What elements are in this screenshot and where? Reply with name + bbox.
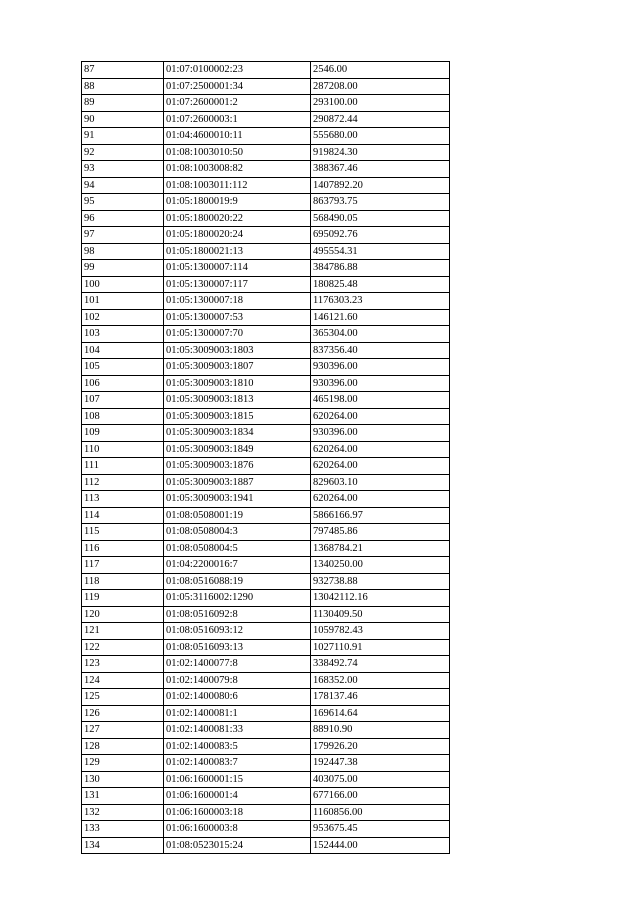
cadastral-number-cell: 01:02:1400079:8 [164, 672, 311, 689]
table-row [82, 623, 450, 640]
table-row [82, 309, 450, 326]
row-number-cell: 110 [82, 441, 164, 458]
row-number-cell: 103 [82, 326, 164, 343]
cadastral-number-cell: 01:02:1400077:8 [164, 656, 311, 673]
cadastral-number-cell: 01:08:0516093:12 [164, 623, 311, 640]
value-cell: 568490.05 [311, 210, 450, 227]
table-row [82, 392, 450, 409]
row-number-cell: 127 [82, 722, 164, 739]
value-cell: 797485.86 [311, 524, 450, 541]
value-cell: 1368784.21 [311, 540, 450, 557]
cadastral-number-cell: 01:05:1300007:114 [164, 260, 311, 277]
table-row [82, 243, 450, 260]
cadastral-number-cell: 01:08:0508004:5 [164, 540, 311, 557]
row-number-cell: 90 [82, 111, 164, 128]
table-row [82, 441, 450, 458]
cadastral-number-cell: 01:05:3009003:1813 [164, 392, 311, 409]
row-number-cell: 99 [82, 260, 164, 277]
table-row [82, 821, 450, 838]
cadastral-number-cell: 01:06:1600001:4 [164, 788, 311, 805]
row-number-cell: 123 [82, 656, 164, 673]
row-number-cell: 89 [82, 95, 164, 112]
table-row [82, 177, 450, 194]
row-number-cell: 91 [82, 128, 164, 145]
row-number-cell: 118 [82, 573, 164, 590]
value-cell: 13042112.16 [311, 590, 450, 607]
cadastral-number-cell: 01:08:0516092:8 [164, 606, 311, 623]
table-row [82, 722, 450, 739]
table-row [82, 293, 450, 310]
table-row [82, 111, 450, 128]
cadastral-number-cell: 01:06:1600003:8 [164, 821, 311, 838]
value-cell: 168352.00 [311, 672, 450, 689]
cadastral-number-cell: 01:02:1400083:5 [164, 738, 311, 755]
value-cell: 88910.90 [311, 722, 450, 739]
value-cell: 829603.10 [311, 474, 450, 491]
row-number-cell: 94 [82, 177, 164, 194]
value-cell: 677166.00 [311, 788, 450, 805]
cadastral-number-cell: 01:02:1400081:33 [164, 722, 311, 739]
row-number-cell: 105 [82, 359, 164, 376]
row-number-cell: 104 [82, 342, 164, 359]
value-cell: 465198.00 [311, 392, 450, 409]
cadastral-number-cell: 01:08:0516093:13 [164, 639, 311, 656]
cadastral-number-cell: 01:05:3009003:1887 [164, 474, 311, 491]
value-cell: 338492.74 [311, 656, 450, 673]
value-cell: 180825.48 [311, 276, 450, 293]
value-cell: 293100.00 [311, 95, 450, 112]
value-cell: 146121.60 [311, 309, 450, 326]
table-row [82, 590, 450, 607]
table-row [82, 260, 450, 277]
cadastral-number-cell: 01:08:0508001:19 [164, 507, 311, 524]
value-cell: 287208.00 [311, 78, 450, 95]
table-row [82, 524, 450, 541]
cadastral-number-cell: 01:05:3009003:1941 [164, 491, 311, 508]
row-number-cell: 124 [82, 672, 164, 689]
cadastral-number-cell: 01:02:1400080:6 [164, 689, 311, 706]
row-number-cell: 88 [82, 78, 164, 95]
table-row [82, 95, 450, 112]
row-number-cell: 96 [82, 210, 164, 227]
value-cell: 1176303.23 [311, 293, 450, 310]
cadastral-number-cell: 01:08:0516088:19 [164, 573, 311, 590]
row-number-cell: 120 [82, 606, 164, 623]
value-cell: 1160856.00 [311, 804, 450, 821]
cadastral-number-cell: 01:05:1300007:53 [164, 309, 311, 326]
cadastral-number-cell: 01:06:1600003:18 [164, 804, 311, 821]
cadastral-number-cell: 01:07:2500001:34 [164, 78, 311, 95]
row-number-cell: 97 [82, 227, 164, 244]
row-number-cell: 112 [82, 474, 164, 491]
value-cell: 930396.00 [311, 375, 450, 392]
cadastral-number-cell: 01:04:2200016:7 [164, 557, 311, 574]
row-number-cell: 109 [82, 425, 164, 442]
cadastral-number-cell: 01:08:0523015:24 [164, 837, 311, 854]
table-row [82, 227, 450, 244]
row-number-cell: 128 [82, 738, 164, 755]
row-number-cell: 122 [82, 639, 164, 656]
table-row [82, 837, 450, 854]
value-cell: 620264.00 [311, 408, 450, 425]
table-row [82, 144, 450, 161]
table-row [82, 540, 450, 557]
table-row [82, 62, 450, 79]
row-number-cell: 121 [82, 623, 164, 640]
table-row [82, 639, 450, 656]
value-cell: 953675.45 [311, 821, 450, 838]
table-row [82, 458, 450, 475]
cadastral-number-cell: 01:05:1300007:18 [164, 293, 311, 310]
value-cell: 192447.38 [311, 755, 450, 772]
value-cell: 2546.00 [311, 62, 450, 79]
cadastral-number-cell: 01:05:3116002:1290 [164, 590, 311, 607]
table-row [82, 771, 450, 788]
cadastral-number-cell: 01:07:0100002:23 [164, 62, 311, 79]
row-number-cell: 130 [82, 771, 164, 788]
value-cell: 152444.00 [311, 837, 450, 854]
table-body [82, 62, 450, 854]
value-cell: 930396.00 [311, 425, 450, 442]
value-cell: 1027110.91 [311, 639, 450, 656]
row-number-cell: 101 [82, 293, 164, 310]
table-row [82, 326, 450, 343]
row-number-cell: 113 [82, 491, 164, 508]
value-cell: 5866166.97 [311, 507, 450, 524]
cadastral-number-cell: 01:06:1600001:15 [164, 771, 311, 788]
table-row [82, 425, 450, 442]
row-number-cell: 108 [82, 408, 164, 425]
value-cell: 695092.76 [311, 227, 450, 244]
row-number-cell: 114 [82, 507, 164, 524]
cadastral-number-cell: 01:07:2600001:2 [164, 95, 311, 112]
value-cell: 388367.46 [311, 161, 450, 178]
table-row [82, 78, 450, 95]
cadastral-number-cell: 01:05:3009003:1815 [164, 408, 311, 425]
table-row [82, 375, 450, 392]
table-row [82, 194, 450, 211]
table-row [82, 689, 450, 706]
cadastral-number-cell: 01:02:1400083:7 [164, 755, 311, 772]
value-cell: 1059782.43 [311, 623, 450, 640]
row-number-cell: 131 [82, 788, 164, 805]
cadastral-number-cell: 01:05:3009003:1807 [164, 359, 311, 376]
table-row [82, 656, 450, 673]
row-number-cell: 107 [82, 392, 164, 409]
value-cell: 290872.44 [311, 111, 450, 128]
value-cell: 1407892.20 [311, 177, 450, 194]
row-number-cell: 102 [82, 309, 164, 326]
cadastral-number-cell: 01:05:1800020:22 [164, 210, 311, 227]
cadastral-number-cell: 01:08:1003010:50 [164, 144, 311, 161]
row-number-cell: 116 [82, 540, 164, 557]
table-row [82, 738, 450, 755]
cadastral-number-cell: 01:05:1300007:70 [164, 326, 311, 343]
value-cell: 863793.75 [311, 194, 450, 211]
value-cell: 178137.46 [311, 689, 450, 706]
value-cell: 555680.00 [311, 128, 450, 145]
row-number-cell: 111 [82, 458, 164, 475]
value-cell: 620264.00 [311, 491, 450, 508]
table-row [82, 573, 450, 590]
value-cell: 620264.00 [311, 441, 450, 458]
cadastral-number-cell: 01:05:3009003:1810 [164, 375, 311, 392]
data-table [81, 61, 450, 854]
cadastral-number-cell: 01:02:1400081:1 [164, 705, 311, 722]
cadastral-number-cell: 01:05:3009003:1834 [164, 425, 311, 442]
cadastral-number-cell: 01:05:1800019:9 [164, 194, 311, 211]
table-row [82, 359, 450, 376]
value-cell: 384786.88 [311, 260, 450, 277]
row-number-cell: 133 [82, 821, 164, 838]
cadastral-number-cell: 01:08:1003008:82 [164, 161, 311, 178]
table-row [82, 672, 450, 689]
row-number-cell: 92 [82, 144, 164, 161]
value-cell: 837356.40 [311, 342, 450, 359]
cadastral-number-cell: 01:08:1003011:112 [164, 177, 311, 194]
cadastral-number-cell: 01:05:1300007:117 [164, 276, 311, 293]
cadastral-number-cell: 01:08:0508004:3 [164, 524, 311, 541]
row-number-cell: 134 [82, 837, 164, 854]
cadastral-number-cell: 01:05:3009003:1803 [164, 342, 311, 359]
value-cell: 365304.00 [311, 326, 450, 343]
row-number-cell: 87 [82, 62, 164, 79]
table-row [82, 507, 450, 524]
row-number-cell: 119 [82, 590, 164, 607]
table-row [82, 408, 450, 425]
table-row [82, 755, 450, 772]
table-row [82, 474, 450, 491]
cadastral-number-cell: 01:05:1800021:13 [164, 243, 311, 260]
value-cell: 932738.88 [311, 573, 450, 590]
table-row [82, 342, 450, 359]
row-number-cell: 95 [82, 194, 164, 211]
table-row [82, 276, 450, 293]
table-row [82, 161, 450, 178]
cadastral-number-cell: 01:05:3009003:1876 [164, 458, 311, 475]
row-number-cell: 93 [82, 161, 164, 178]
row-number-cell: 126 [82, 705, 164, 722]
cadastral-number-cell: 01:05:1800020:24 [164, 227, 311, 244]
row-number-cell: 125 [82, 689, 164, 706]
value-cell: 1340250.00 [311, 557, 450, 574]
row-number-cell: 129 [82, 755, 164, 772]
row-number-cell: 115 [82, 524, 164, 541]
cadastral-number-cell: 01:04:4600010:11 [164, 128, 311, 145]
value-cell: 620264.00 [311, 458, 450, 475]
row-number-cell: 132 [82, 804, 164, 821]
row-number-cell: 106 [82, 375, 164, 392]
row-number-cell: 117 [82, 557, 164, 574]
row-number-cell: 98 [82, 243, 164, 260]
table-row [82, 210, 450, 227]
value-cell: 930396.00 [311, 359, 450, 376]
value-cell: 169614.64 [311, 705, 450, 722]
cadastral-number-cell: 01:07:2600003:1 [164, 111, 311, 128]
row-number-cell: 100 [82, 276, 164, 293]
table-row [82, 705, 450, 722]
cadastral-number-cell: 01:05:3009003:1849 [164, 441, 311, 458]
table-row [82, 804, 450, 821]
value-cell: 495554.31 [311, 243, 450, 260]
value-cell: 1130409.50 [311, 606, 450, 623]
table-row [82, 606, 450, 623]
value-cell: 403075.00 [311, 771, 450, 788]
table-row [82, 557, 450, 574]
table-row [82, 128, 450, 145]
value-cell: 179926.20 [311, 738, 450, 755]
table-row [82, 491, 450, 508]
value-cell: 919824.30 [311, 144, 450, 161]
table-row [82, 788, 450, 805]
